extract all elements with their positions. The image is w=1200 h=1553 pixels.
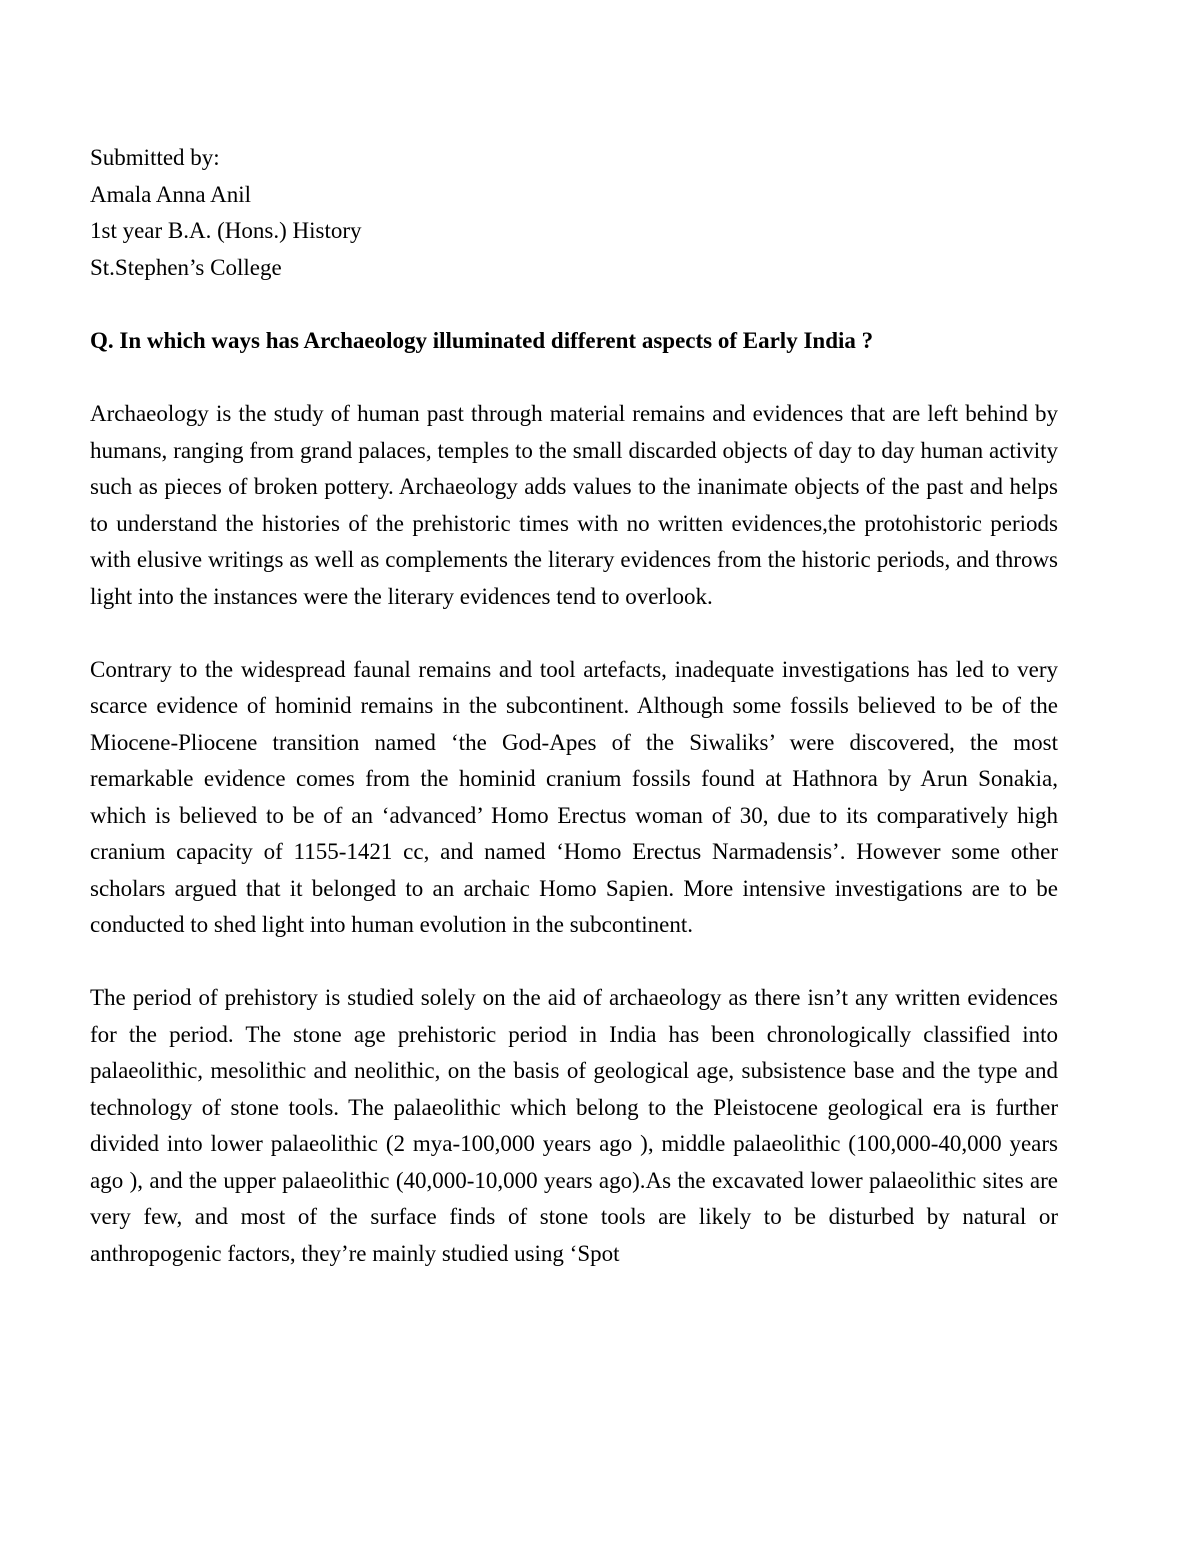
question-heading: Q. In which ways has Archaeology illuminated different aspects of Early India ?: [90, 328, 874, 353]
paragraph-1: Archaeology is the study of human past through material remains and evidences that are left behind by humans, ranging from grand palaces, temples to the small discarded objects of day to day human activity such as pieces of broken pottery. Archaeology adds values to the inanimate objects of the past and helps to understand the histories of the prehistoric times with no written evidences,the protohistoric periods with elusive writings as well as complements the literary evidences from the historic periods, and throws light into the instances were the literary evidences tend to overlook.: [90, 401, 1058, 609]
submission-details: [90, 140, 1058, 286]
submitted-by-label: Submitted by:: [90, 145, 220, 170]
paragraph-3: The period of prehistory is studied solely on the aid of archaeology as there isn’t any written evidences for the period. The stone age prehistoric period in India has been chronologically classified into palaeolithic, mesolithic and neolithic, on the basis of geological age, subsistence base and the type and technology of stone tools. The palaeolithic which belong to the Pleistocene geological era is further divided into lower palaeolithic (2 mya-100,000 years ago ), middle palaeolithic (100,000-40,000 years ago ), and the upper palaeolithic (40,000-10,000 years ago).As the excavated lower palaeolithic sites are very few, and most of the surface finds of stone tools are likely to be disturbed by natural or anthropogenic factors, they’re mainly studied using ‘Spot: [90, 985, 1058, 1266]
document-page: [90, 140, 1058, 1272]
author-college: St.Stephen’s College: [90, 254, 282, 280]
author-name: Amala Anna Anil: [90, 181, 251, 207]
paragraph-2: Contrary to the widespread faunal remains and tool artefacts, inadequate investigations has led to very scarce evidence of hominid remains in the subcontinent. Although some fossils believed to be of the Miocene-Pliocene transition named ‘the God-Apes of the Siwaliks’ were discovered, the most remarkable evidence comes from the hominid cranium fossils found at Hathnora by Arun Sonakia, which is believed to be of an ‘advanced’ Homo Erectus woman of 30, due to its comparatively high cranium capacity of 1155-1421 cc, and named ‘Homo Erectus Narmadensis’. However some other scholars argued that it belonged to an archaic Homo Sapien. More intensive investigations are to be conducted to shed light into human evolution in the subcontinent.: [90, 656, 1058, 937]
author-course: 1st year B.A. (Hons.) History: [90, 218, 362, 243]
